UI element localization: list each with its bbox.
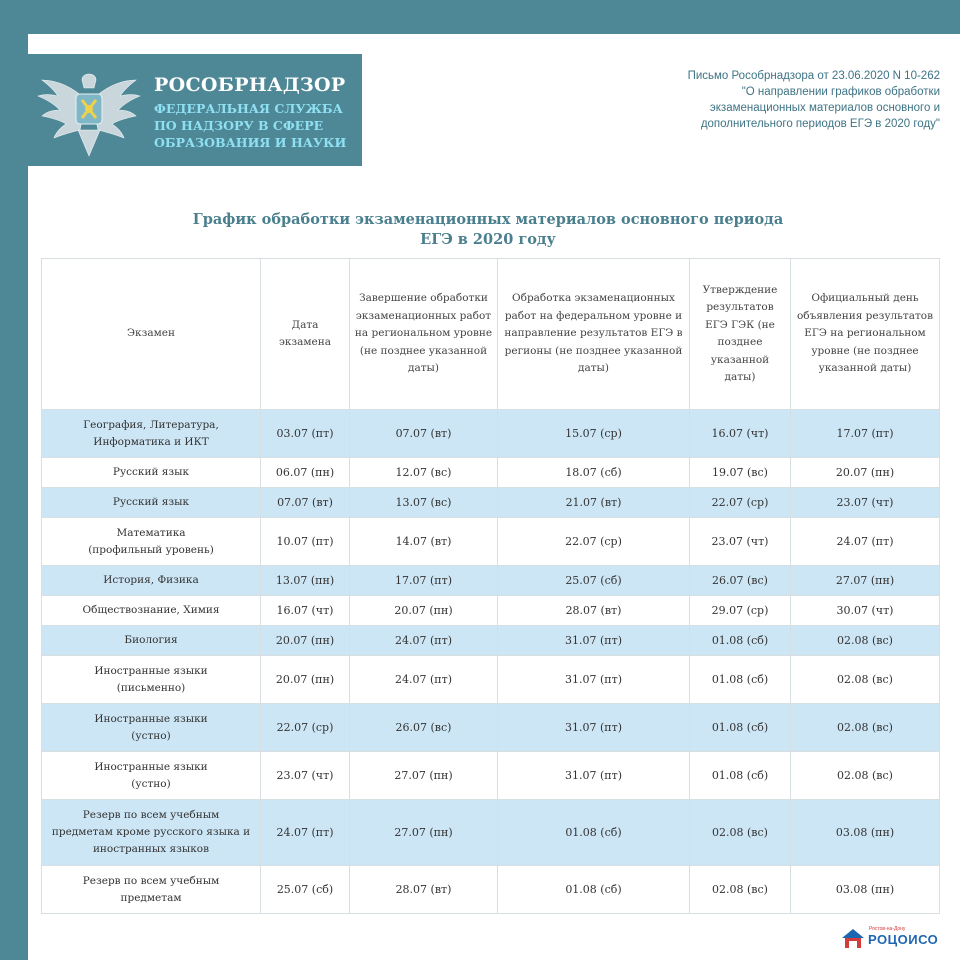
org-subtitle — [154, 100, 364, 151]
table-row — [42, 410, 940, 458]
federal-processing-cell: 31.07 (пт) — [498, 752, 690, 800]
regional-processing-cell: 26.07 (вс) — [350, 704, 498, 752]
exam-line: предметам кроме русского языка и — [51, 826, 251, 838]
exam-cell — [42, 566, 261, 596]
exam-date-cell: 10.07 (пт) — [261, 518, 350, 566]
exam-date-cell: 25.07 (сб) — [261, 866, 350, 914]
column-header-exam-date: Дата экзамена — [261, 259, 350, 410]
gek-approval-cell: 02.08 (вс) — [690, 866, 791, 914]
exam-date-cell: 07.07 (вт) — [261, 488, 350, 518]
exam-line: (устно) — [131, 729, 171, 742]
federal-processing-cell: 31.07 (пт) — [498, 656, 690, 704]
federal-processing-cell: 31.07 (пт) — [498, 704, 690, 752]
gek-approval-cell: 02.08 (вс) — [690, 800, 791, 866]
federal-processing-cell: 15.07 (ср) — [498, 410, 690, 458]
table-row — [42, 566, 940, 596]
exam-cell — [42, 458, 261, 488]
exam-line: Биология — [124, 634, 178, 646]
exam-date-cell: 03.07 (пт) — [261, 410, 350, 458]
footer-logo — [840, 924, 940, 952]
exam-date-cell: 06.07 (пн) — [261, 458, 350, 488]
letter-reference — [610, 68, 940, 132]
exam-cell — [42, 410, 261, 458]
exam-date-cell: 22.07 (ср) — [261, 704, 350, 752]
regional-processing-cell: 27.07 (пн) — [350, 752, 498, 800]
announcement-cell: 23.07 (чт) — [791, 488, 940, 518]
exam-cell — [42, 752, 261, 800]
announcement-cell: 27.07 (пн) — [791, 566, 940, 596]
gek-approval-cell: 01.08 (сб) — [690, 656, 791, 704]
federal-processing-cell: 25.07 (сб) — [498, 566, 690, 596]
org-subtitle-line: ПО НАДЗОРУ В СФЕРЕ — [154, 118, 324, 133]
federal-processing-cell: 22.07 (ср) — [498, 518, 690, 566]
exam-cell — [42, 866, 261, 914]
column-header-regional-processing: Завершение обработки экзаменационных работ на региональном уровне (не позднее указанной даты) — [350, 259, 498, 410]
exam-line: Обществознание, Химия — [82, 604, 220, 616]
exam-cell — [42, 656, 261, 704]
regional-processing-cell: 17.07 (пт) — [350, 566, 498, 596]
regional-processing-cell: 07.07 (вт) — [350, 410, 498, 458]
announcement-cell: 02.08 (вс) — [791, 656, 940, 704]
exam-cell — [42, 488, 261, 518]
table-row — [42, 518, 940, 566]
exam-cell — [42, 518, 261, 566]
announcement-cell: 02.08 (вс) — [791, 752, 940, 800]
table-header-row — [42, 259, 940, 410]
table-row — [42, 866, 940, 914]
gek-approval-cell: 26.07 (вс) — [690, 566, 791, 596]
column-header-gek-approval: Утверждение результатов ЕГЭ ГЭК (не позднее указанной даты) — [690, 259, 791, 410]
regional-processing-cell: 24.07 (пт) — [350, 656, 498, 704]
table-row — [42, 458, 940, 488]
regional-processing-cell: 24.07 (пт) — [350, 626, 498, 656]
regional-processing-cell: 13.07 (вс) — [350, 488, 498, 518]
announcement-cell: 30.07 (чт) — [791, 596, 940, 626]
column-header-exam: Экзамен — [42, 259, 261, 410]
regional-processing-cell: 12.07 (вс) — [350, 458, 498, 488]
federal-processing-cell: 18.07 (сб) — [498, 458, 690, 488]
footer-brand: РОЦОИСО — [868, 932, 939, 947]
column-header-announcement: Официальный день объявления результатов ЕГЭ на региональном уровне (не позднее указанной даты) — [791, 259, 940, 410]
exam-line: Иностранные языки — [94, 664, 208, 677]
gek-approval-cell: 29.07 (ср) — [690, 596, 791, 626]
exam-line: (профильный уровень) — [88, 543, 214, 556]
exam-line: Иностранные языки — [94, 712, 208, 725]
letter-line: Письмо Рособрнадзора от 23.06.2020 N 10-262 — [687, 70, 940, 82]
gek-approval-cell: 22.07 (ср) — [690, 488, 791, 518]
exam-line: Математика — [116, 526, 186, 539]
logo-banner — [28, 54, 362, 166]
house-icon — [840, 926, 866, 950]
exam-cell — [42, 596, 261, 626]
exam-line: предметам — [120, 891, 182, 904]
announcement-cell: 20.07 (пн) — [791, 458, 940, 488]
announcement-cell: 03.08 (пн) — [791, 800, 940, 866]
gek-approval-cell: 01.08 (сб) — [690, 704, 791, 752]
exam-line: Русский язык — [112, 466, 190, 478]
exam-line: (письменно) — [116, 681, 186, 694]
table-row — [42, 752, 940, 800]
table-row — [42, 488, 940, 518]
letter-line: "О направлении графиков обработки — [741, 86, 940, 98]
gek-approval-cell: 19.07 (вс) — [690, 458, 791, 488]
announcement-cell: 17.07 (пт) — [791, 410, 940, 458]
org-subtitle-line: ФЕДЕРАЛЬНАЯ СЛУЖБА — [154, 101, 343, 116]
exam-line: Резерв по всем учебным — [82, 874, 220, 887]
exam-line: Иностранные языки — [94, 760, 208, 773]
page-title — [168, 210, 808, 250]
exam-date-cell: 13.07 (пн) — [261, 566, 350, 596]
page — [28, 34, 960, 960]
exam-line: Информатика и ИКТ — [93, 435, 209, 448]
exam-line: Русский язык — [112, 496, 190, 508]
exam-cell — [42, 626, 261, 656]
org-name: РОСОБРНАДЗОР — [154, 74, 346, 96]
org-subtitle-line: ОБРАЗОВАНИЯ И НАУКИ — [154, 135, 347, 150]
regional-processing-cell: 20.07 (пн) — [350, 596, 498, 626]
announcement-cell: 02.08 (вс) — [791, 626, 940, 656]
title-line: График обработки экзаменационных материалов основного периода — [192, 211, 784, 228]
exam-line: География, Литература, — [83, 418, 219, 431]
exam-date-cell: 16.07 (чт) — [261, 596, 350, 626]
gek-approval-cell: 01.08 (сб) — [690, 626, 791, 656]
title-line: ЕГЭ в 2020 году — [420, 231, 556, 248]
announcement-cell: 03.08 (пн) — [791, 866, 940, 914]
regional-processing-cell: 14.07 (вт) — [350, 518, 498, 566]
regional-processing-cell: 27.07 (пн) — [350, 800, 498, 866]
column-header-federal-processing: Обработка экзаменационных работ на федеральном уровне и направление результатов ЕГЭ в регионы (не позднее указанной даты) — [498, 259, 690, 410]
footer-city: Ростов-на-Дону — [869, 926, 906, 932]
gek-approval-cell: 01.08 (сб) — [690, 752, 791, 800]
exam-date-cell: 23.07 (чт) — [261, 752, 350, 800]
schedule-table — [41, 258, 940, 914]
exam-date-cell: 24.07 (пт) — [261, 800, 350, 866]
letter-line: экзаменационных материалов основного и — [709, 102, 940, 114]
exam-date-cell: 20.07 (пн) — [261, 626, 350, 656]
federal-processing-cell: 01.08 (сб) — [498, 866, 690, 914]
table-row — [42, 656, 940, 704]
announcement-cell: 02.08 (вс) — [791, 704, 940, 752]
exam-cell — [42, 704, 261, 752]
federal-processing-cell: 21.07 (вт) — [498, 488, 690, 518]
exam-cell — [42, 800, 261, 866]
exam-date-cell: 20.07 (пн) — [261, 656, 350, 704]
table-row — [42, 626, 940, 656]
table-row — [42, 596, 940, 626]
federal-processing-cell: 01.08 (сб) — [498, 800, 690, 866]
exam-line: История, Физика — [103, 574, 199, 586]
announcement-cell: 24.07 (пт) — [791, 518, 940, 566]
gek-approval-cell: 16.07 (чт) — [690, 410, 791, 458]
exam-line: (устно) — [131, 777, 171, 790]
table-row — [42, 800, 940, 866]
table-row — [42, 704, 940, 752]
exam-line: Резерв по всем учебным — [82, 809, 220, 821]
federal-processing-cell: 31.07 (пт) — [498, 626, 690, 656]
gek-approval-cell: 23.07 (чт) — [690, 518, 791, 566]
letter-line: дополнительного периодов ЕГЭ в 2020 году" — [700, 118, 940, 130]
federal-processing-cell: 28.07 (вт) — [498, 596, 690, 626]
exam-line: иностранных языков — [92, 843, 210, 855]
emblem-icon — [36, 60, 142, 160]
regional-processing-cell: 28.07 (вт) — [350, 866, 498, 914]
